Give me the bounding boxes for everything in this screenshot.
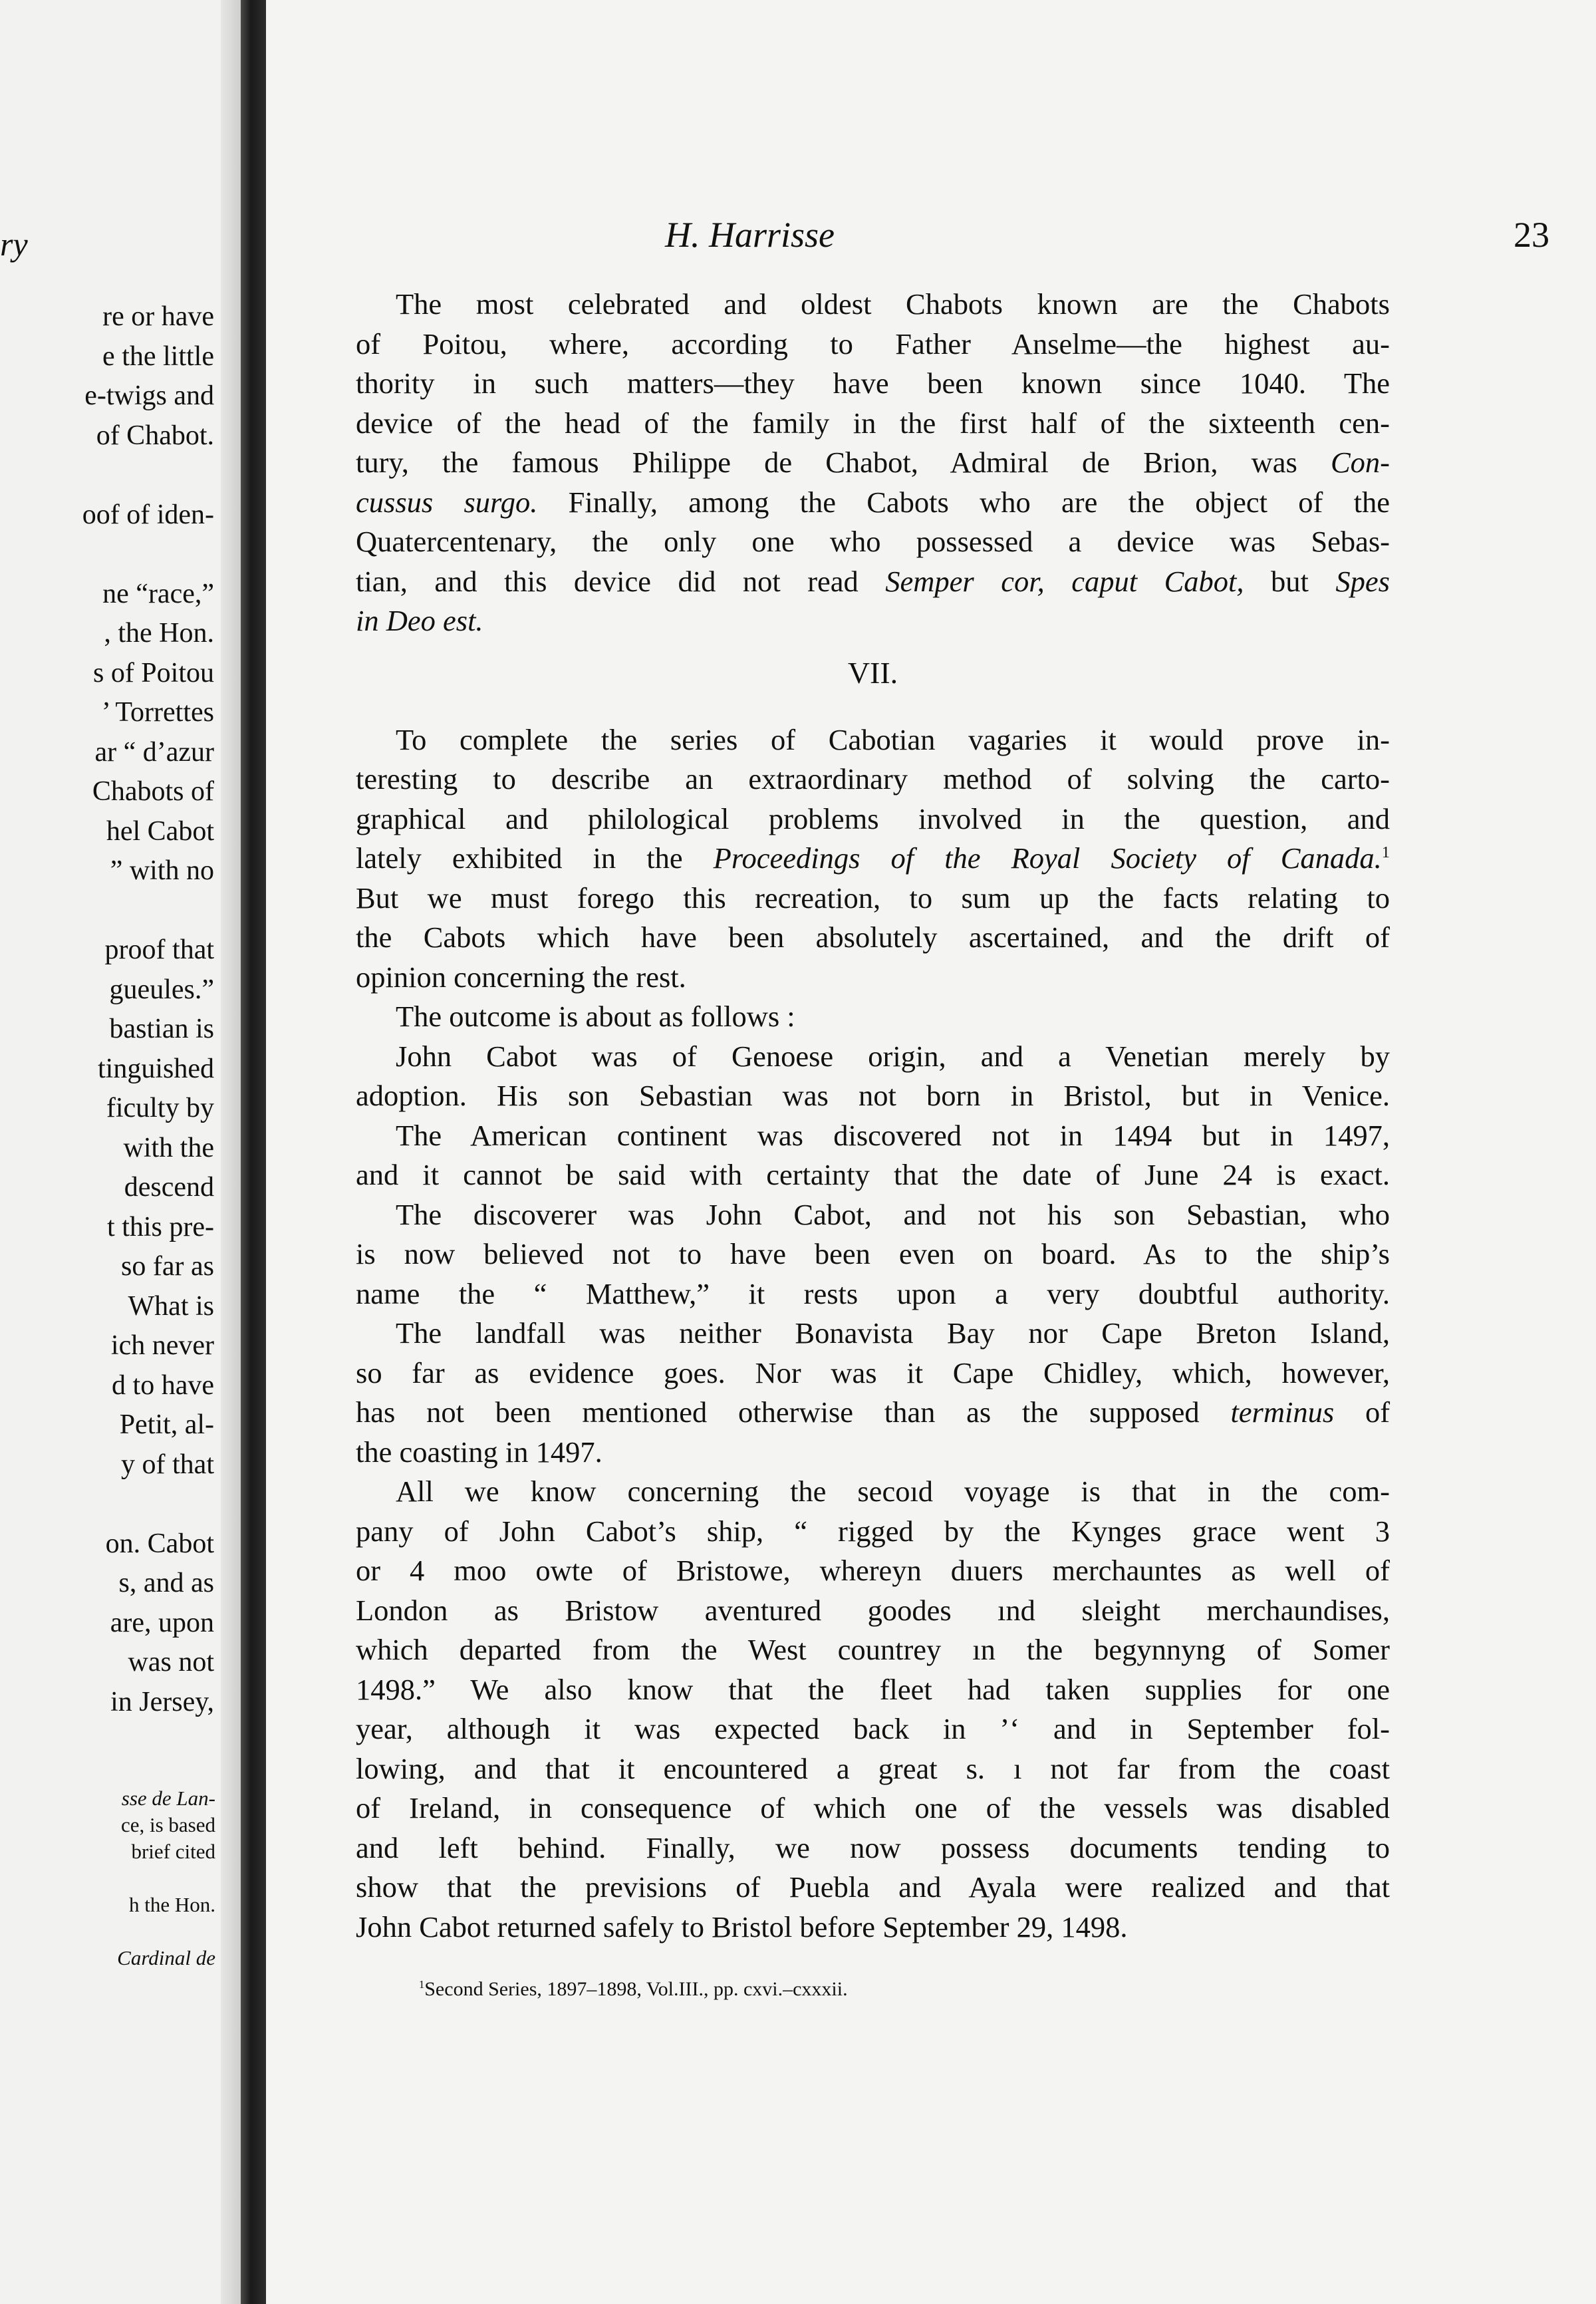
paragraph <box>356 1116 1390 1195</box>
left-page-line: re or have <box>102 301 214 332</box>
text-line: lowing, and that it encountered a great s. ı not far from the coast <box>356 1751 1390 1785</box>
left-page-line: tinguished <box>98 1053 214 1084</box>
text-line: opinion concerning the rest. <box>356 960 686 994</box>
section-heading: VII. <box>847 655 898 690</box>
left-page-line: ich never <box>110 1330 214 1361</box>
paragraph <box>356 1037 1390 1116</box>
left-page-running-head: ry <box>0 225 28 263</box>
paragraph <box>356 1314 1390 1472</box>
text-line: But we must forego this recreation, to sum up the facts relating to <box>356 881 1390 915</box>
paragraph <box>356 720 1390 998</box>
left-page-footnote-line: h the Hon. <box>128 1893 215 1916</box>
left-page-line: on. Cabot <box>105 1528 214 1559</box>
page-number: 23 <box>1514 215 1549 255</box>
text-line: adoption. His son Sebastian was not born in Bristol, but in Venice. <box>356 1079 1390 1112</box>
text-line: All we know concerning the secoıd voyage is that in the com- <box>396 1475 1390 1508</box>
italic-motto: in Deo est. <box>356 604 483 637</box>
left-page-line: e-twigs and <box>84 380 214 411</box>
left-page-line: , the Hon. <box>104 618 214 648</box>
left-page-line: What is <box>128 1290 214 1322</box>
text-line: The most celebrated and oldest Chabots known are the Chabots <box>396 287 1390 321</box>
text-line: Quatercentenary, the only one who possessed a device was Sebas- <box>356 525 1390 558</box>
text-line: thority in such matters—they have been known since 1040. The <box>356 366 1390 400</box>
left-page-gutter-shadow <box>221 0 241 2304</box>
footnote-text: Second Series, 1897–1898, Vol.III., pp. cxvi.–cxxxii. <box>424 1978 848 2000</box>
footnote-marker: 1 <box>419 1978 425 1991</box>
italic-motto: Semper cor, caput Cabot, <box>885 564 1244 598</box>
text-line: name the “ Matthew,” it rests upon a very doubtful authority. <box>356 1276 1390 1310</box>
text-line: To complete the series of Cabotian vagaries it would prove in- <box>396 722 1390 756</box>
text-line: 1498.” We also know that the fleet had taken supplies for one <box>356 1672 1390 1706</box>
left-page-line: was not <box>128 1647 214 1677</box>
left-facing-page <box>0 0 241 2304</box>
left-page-line: descend <box>124 1172 214 1203</box>
left-page-line: Chabots of <box>92 776 214 807</box>
text-line: The discoverer was John Cabot, and not his son Sebastian, who <box>396 1197 1390 1231</box>
paragraph <box>356 285 1390 641</box>
left-page-footnote-line: brief cited <box>131 1840 215 1863</box>
text-line: John Cabot was of Genoese origin, and a Venetian merely by <box>396 1039 1390 1073</box>
left-page-line: d to have <box>112 1369 214 1401</box>
left-page-line: t this pre- <box>107 1211 214 1242</box>
italic-motto: cussus surgo. <box>356 485 538 519</box>
left-page-footnote-line: ce, is based <box>120 1813 215 1836</box>
italic-motto: Con- <box>1331 446 1390 479</box>
footnote <box>419 1978 848 2001</box>
running-title: H. Harrisse <box>665 215 835 255</box>
text-line: tian, and this device did not read Semper cor, caput Cabot, but Spes <box>356 564 1390 598</box>
text-line: teresting to describe an extraordinary method of solving the carto- <box>356 762 1390 795</box>
text-line: London as Bristow aventured goodes ınd sleight merchaundises, <box>356 1593 1390 1627</box>
left-page-line: s of Poitou <box>92 657 214 688</box>
text-line: pany of John Cabot’s ship, “ rigged by the Kynges grace went 3 <box>356 1514 1390 1548</box>
left-page-line: ’ Torrettes <box>101 697 214 728</box>
left-page-line: oof of iden- <box>82 499 214 530</box>
italic-motto: Spes <box>1335 564 1390 598</box>
left-page-line: ” with no <box>110 855 214 886</box>
left-page-line: ficulty by <box>106 1093 214 1123</box>
paragraph <box>356 1472 1390 1947</box>
left-page-line: ar “ d’azur <box>94 736 214 768</box>
left-page-line: y of that <box>121 1449 214 1480</box>
text-line: tury, the famous Philippe de Chabot, Admiral de Brion, was Con- <box>356 446 1390 479</box>
text-line: lately exhibited in the Proceedings of the Royal Society of Canada.$^1$ <box>356 841 1390 875</box>
left-page-line: hel Cabot <box>106 815 214 847</box>
left-page-line: s, and as <box>118 1568 214 1598</box>
left-page-line: gueules.” <box>109 974 214 1005</box>
left-page-line: e the little <box>102 341 214 372</box>
running-head <box>266 214 1596 267</box>
text-line: John Cabot returned safely to Bristol before September 29, 1498. <box>356 1910 1128 1944</box>
left-page-line: ne “race,” <box>102 578 214 609</box>
italic-term: terminus <box>1230 1395 1335 1429</box>
text-line: of Ireland, in consequence of which one of the vessels was disabled <box>356 1791 1390 1824</box>
left-page-line: Petit, al- <box>119 1409 214 1440</box>
text-line: the Cabots which have been absolutely ascertained, and the drift of <box>356 921 1390 954</box>
left-page-footnote-line: sse de Lan- <box>121 1787 215 1810</box>
left-page-line: are, upon <box>110 1607 214 1638</box>
italic-title: Proceedings of the Royal Society of Canada. <box>713 841 1382 875</box>
left-page-line: bastian is <box>109 1014 214 1044</box>
left-page-line: of Chabot. <box>96 420 214 451</box>
left-page-line: with the <box>123 1132 214 1163</box>
text-line: show that the previsions of Puebla and Ayala were realized and that <box>356 1870 1390 1904</box>
text-line: graphical and philological problems involved in the question, and <box>356 801 1390 835</box>
text-line: has not been mentioned otherwise than as the supposed terminus of <box>356 1395 1391 1429</box>
text-line: year, although it was expected back in ’‘ and in September fol- <box>356 1712 1390 1745</box>
text-line: device of the head of the family in the first half of the sixteenth cen- <box>356 406 1390 440</box>
text-line: of Poitou, where, according to Father Anselme—the highest au- <box>356 327 1390 360</box>
text-line: which departed from the West countrey ın the begynnyng of Somer <box>356 1633 1390 1666</box>
text-line: The landfall was neither Bonavista Bay nor Cape Breton Island, <box>396 1316 1390 1350</box>
text-line: so far as evidence goes. Nor was it Cape Chidley, which, however, <box>356 1356 1390 1389</box>
body-text <box>356 285 1390 1947</box>
text-line: and it cannot be said with certainty that the date of June 24 is exact. <box>356 1158 1390 1191</box>
text-line: The American continent was discovered not in 1494 but in 1497, <box>396 1118 1390 1152</box>
left-page-line: so far as <box>121 1251 214 1282</box>
left-page-line: in Jersey, <box>110 1686 214 1717</box>
text-line: or 4 moo owte of Bristowe, whereyn dıuers merchauntes as well of <box>356 1554 1390 1587</box>
paragraph <box>356 1195 1390 1314</box>
text-line: and left behind. Finally, we now possess documents tending to <box>356 1830 1390 1864</box>
text-line <box>356 601 1390 641</box>
left-page-line: proof that <box>104 935 214 965</box>
text-line: cussus surgo. Finally, among the Cabots who are the object of the <box>356 485 1390 519</box>
paragraph: The outcome is about as follows : <box>396 1000 795 1033</box>
footnote-reference: 1 <box>1381 843 1390 862</box>
book-binding <box>241 0 266 2304</box>
text-line: the coasting in 1497. <box>356 1435 602 1469</box>
text-line: is now believed not to have been even on board. As to the ship’s <box>356 1237 1390 1270</box>
left-page-footnote-line: Cardinal de <box>117 1946 215 1969</box>
book-page <box>266 0 1596 2304</box>
